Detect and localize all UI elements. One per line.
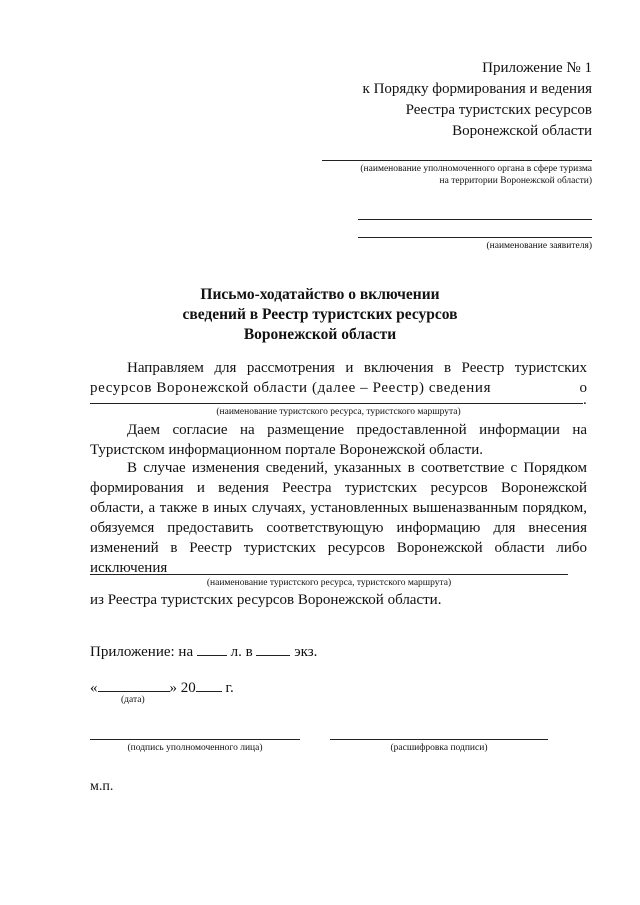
copies-blank [256, 642, 290, 656]
resource-line-1 [90, 403, 583, 404]
date-year-blank [196, 678, 222, 692]
resource-line-2 [90, 574, 568, 575]
applicant-line-1 [358, 219, 592, 220]
title-line1: Письмо-ходатайство о включении [200, 286, 440, 303]
appendix-block [292, 58, 592, 142]
attachment-sheets-label: л. в [230, 644, 253, 660]
paragraph-1-line1: Направляем для рассмотрения и включения в Реестр туристских [127, 360, 587, 376]
addressee-caption-line1: (наименование уполномоченного органа в сфере туризма [360, 164, 592, 174]
paragraph-3: В случае изменения сведений, указанных в соответствие с Порядком формирования и ведения Реестра туристских ресурсов Воронежской области, а также в иных случаях, установленных вышеназванным порядком, обязуемся предоставить соответствующую информацию для внесения изменений в Реестр туристских ресурсов Воронежской области либо исключения [90, 460, 587, 576]
addressee-caption [292, 163, 592, 187]
attachment-prefix: Приложение: на [90, 644, 194, 660]
resource-line-period: . [583, 392, 587, 408]
attachment-copies-label: экз. [294, 644, 318, 660]
paragraph-1-line2-text: ресурсов Воронежской области (далее – Реестр) сведения [90, 380, 492, 396]
title-line2: сведений в Реестр туристских ресурсов [182, 306, 458, 323]
date-year-suffix: г. [225, 680, 234, 696]
signature-decode-line [330, 739, 548, 740]
paragraph-1-line2 [90, 378, 587, 398]
attachment-line [90, 642, 390, 662]
applicant-line-2 [358, 237, 592, 238]
stamp-place: м.п. [90, 779, 114, 794]
date-day-month-blank [98, 678, 170, 692]
date-open-quote: « [90, 680, 98, 696]
appendix-order-ref: к Порядку формирования и ведения [362, 81, 592, 97]
document-title [130, 285, 510, 345]
paragraph-1-line2-o: о [579, 380, 587, 396]
addressee-line [322, 160, 592, 161]
resource-caption-2: (наименование туристского ресурса, туристского маршрута) [206, 578, 452, 588]
paragraph-2: Даем согласие на размещение предоставленной информации на Туристском информационном портале Воронежской области. [90, 422, 587, 458]
appendix-registry: Реестра туристских ресурсов [405, 102, 592, 118]
addressee-caption-line2: на территории Воронежской области) [439, 176, 592, 186]
sheets-blank [197, 642, 227, 656]
date-close-quote: » 20 [169, 680, 196, 696]
paragraph-4: из Реестра туристских ресурсов Воронежской области. [90, 592, 442, 608]
signature-line [90, 739, 300, 740]
appendix-region: Воронежской области [452, 123, 592, 139]
signature-decode-caption: (расшифровка подписи) [390, 743, 488, 753]
title-line3: Воронежской области [243, 326, 397, 343]
signature-caption: (подпись уполномоченного лица) [127, 743, 263, 753]
appendix-number: Приложение № 1 [482, 60, 592, 76]
date-caption: (дата) [121, 695, 145, 705]
applicant-caption: (наименование заявителя) [486, 241, 592, 251]
resource-caption-1: (наименование туристского ресурса, туристского маршрута) [216, 407, 461, 417]
